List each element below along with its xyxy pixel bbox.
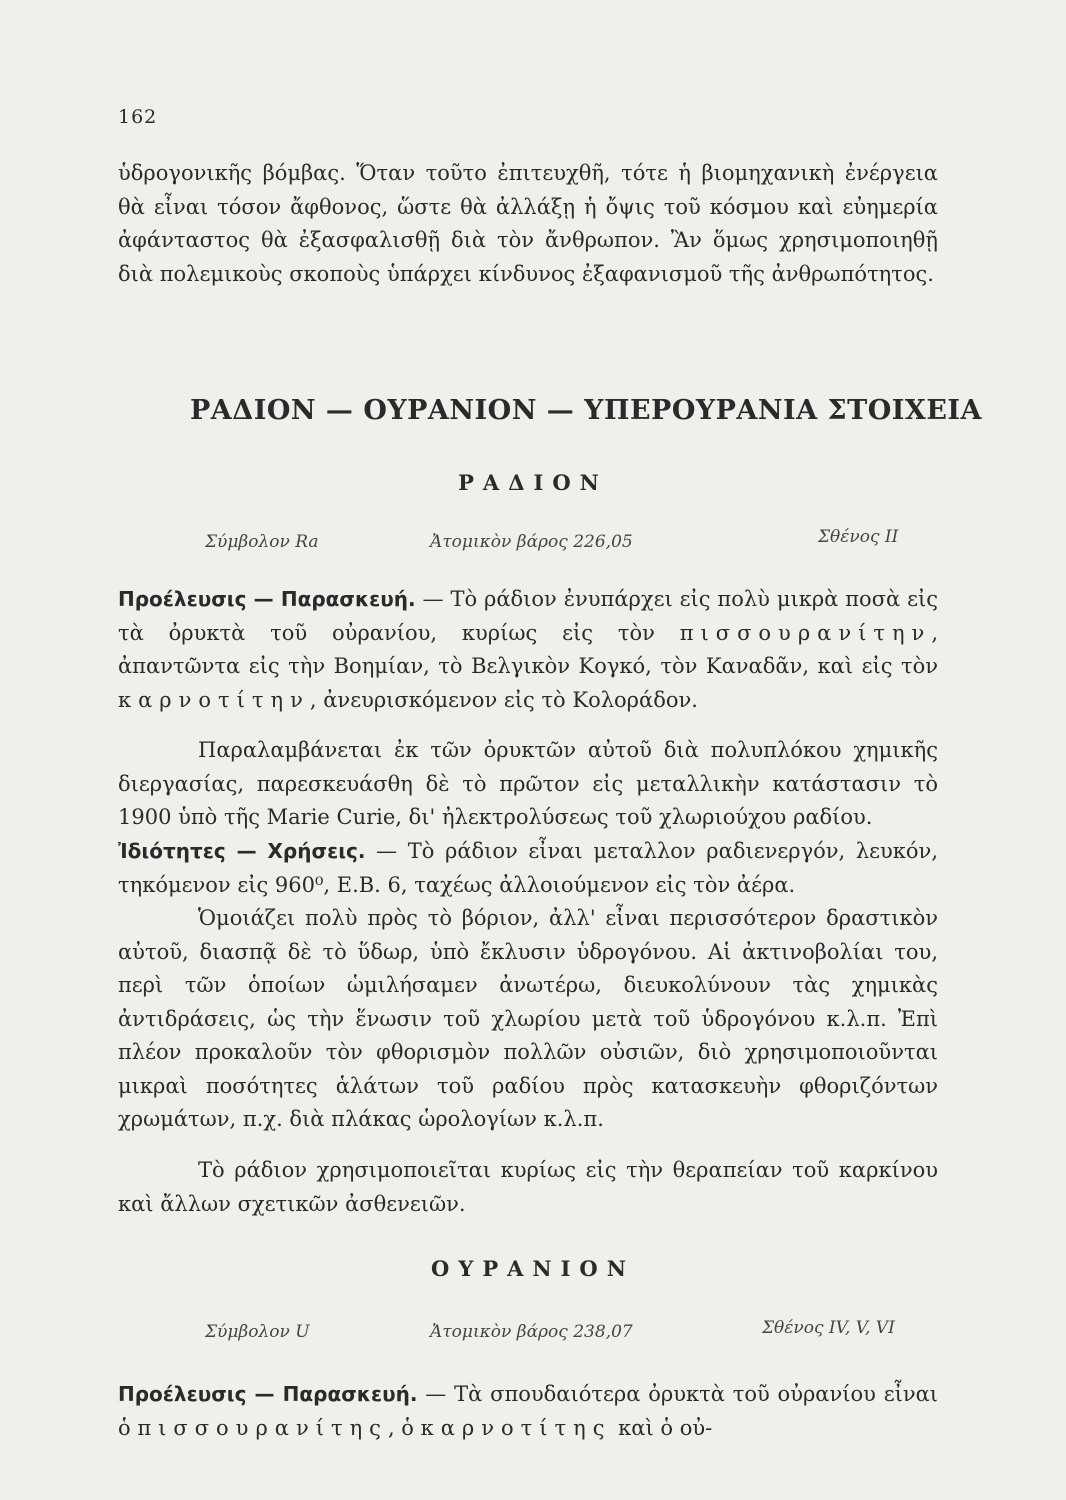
intro-paragraph: ὑδρογονικῆς βόμβας. Ὅταν τοῦτο ἐπιτευχθῆ, τότε ἡ βιομηχανικὴ ἐνέργεια θὰ εἶναι τόσον ἄφθονος, ὥστε θὰ ἀλλάξῃ ἡ ὄψις τοῦ κόσμου καὶ εὐημερία ἀφάνταστος θὰ ἐξασφαλισθῇ διὰ τὸν ἄνθρωπον. Ἂν ὅμως χρησιμοποιηθῇ διὰ πολεμικοὺς σκοποὺς ὑπάρχει κίνδυνος ἐξαφανισμοῦ τῆς ἀνθρωπότητος. <box>118 161 938 286</box>
radium-origin-label: Προέλευσις — Παρασκευή. <box>118 587 416 611</box>
uranium-origin-text-1: — Τὰ σπουδαιότερα ὀρυκτὰ τοῦ οὐρανίου εἶναι ὁ <box>118 1382 939 1440</box>
radium-valence: Σθένος II <box>818 527 899 547</box>
radium-origin-paragraph <box>118 583 938 717</box>
radium-mineral-carnotite: καρνοτίτην <box>118 687 310 712</box>
uranium-origin-label: Προέλευσις — Παρασκευή. <box>118 1382 418 1406</box>
main-heading: ΡΑΔΙΟΝ — ΟΥΡΑΝΙΟΝ — ΥΠΕΡΟΥΡΑΝΙΑ ΣΤΟΙΧΕΙΑ <box>190 395 982 426</box>
radium-properties-paragraph <box>118 835 938 902</box>
radium-origin-text-1: — Τὸ ράδιον ἐνυπάρχει εἰς πολὺ μικρὰ ποσὰ εἰς τὰ ὀρυκτὰ τοῦ οὐρανίου, κυρίως εἰς τὸν <box>118 587 938 645</box>
uranium-origin-paragraph <box>118 1378 938 1445</box>
uranium-origin-text-2: , ὁ <box>387 1415 421 1440</box>
radium-preparation-paragraph: Παραλαμβάνεται ἐκ τῶν ὀρυκτῶν αὐτοῦ διὰ πολυπλόκου χημικῆς διεργασίας, παρεσκευάσθη δὲ τὸ πρῶτον εἰς μεταλλικὴν κατάστασιν τὸ 1900 ὑπὸ τῆς Marie Curie, δι' ἠλεκτρολύσεως τοῦ χλωριούχου ραδίου. <box>118 738 938 829</box>
uranium-symbol: Σύμβολον U <box>205 1322 310 1342</box>
radium-properties-text: — Τὸ ράδιον εἶναι μεταλλον ραδιενεργόν, λευκόν, τηκόμενον εἰς 960⁰, Ε.Β. 6, ταχέως ἀλλοιούμενον εἰς τὸν ἀέρα. <box>118 839 938 897</box>
uranium-origin-text-3: καὶ ὁ οὐ- <box>611 1415 713 1440</box>
uranium-atomic-weight: Ἀτομικὸν βάρος 238,07 <box>430 1322 633 1342</box>
radium-properties-label: Ἰδιότητες — Χρήσεις. <box>118 839 366 863</box>
radium-atomic-weight: Ἀτομικὸν βάρος 226,05 <box>430 532 633 552</box>
radium-similarity-paragraph: Ὁμοιάζει πολὺ πρὸς τὸ βόριον, ἀλλ' εἶναι περισσότερον δραστικὸν αὐτοῦ, διασπᾷ δὲ τὸ ὕδωρ, ὑπὸ ἔκλυσιν ὑδρογόνου. Αἱ ἀκτινοβολίαι του, περὶ τῶν ὁποίων ὡμιλήσαμεν ἀνωτέρω, διευκολύνουν τὰς χημικὰς ἀντιδράσεις, ὡς τὴν ἕνωσιν τοῦ χλωρίου μετὰ τοῦ ὑδρογόνου κ.λ.π. Ἐπὶ πλέον προκαλοῦν τὸν φθορισμὸν πολλῶν οὐσιῶν, διὸ χρησιμοποιοῦνται μικραὶ ποσότητες ἁλάτων τοῦ ραδίου πρὸς κατασκευὴν φθοριζόντων χρωμάτων, π.χ. διὰ πλάκας ὡρολογίων κ.λ.π. <box>118 906 938 1131</box>
uranium-heading: ΟΥΡΑΝΙΟΝ <box>431 1256 635 1281</box>
radium-origin-text-3: , ἀνευρισκόμενον εἰς τὸ Κολοράδον. <box>309 687 698 712</box>
page-number: 162 <box>118 106 158 128</box>
radium-heading: ΡΑΔΙΟΝ <box>458 470 608 495</box>
radium-origin-text-2: , ἀπαντῶντα εἰς τὴν Βοημίαν, τὸ Βελγικὸν Κογκό, τὸν Καναδᾶν, καὶ εἰς τὸν <box>118 620 938 678</box>
radium-symbol: Σύμβολον Ra <box>205 532 319 552</box>
uranium-valence: Σθένος IV, V, VI <box>762 1318 895 1338</box>
uranium-mineral-carnotite: καρνοτίτης <box>420 1415 612 1440</box>
radium-therapy-paragraph: Τὸ ράδιον χρησιμοποιεῖται κυρίως εἰς τὴν θεραπείαν τοῦ καρκίνου καὶ ἄλλων σχετικῶν ἀσθενειῶν. <box>118 1158 938 1216</box>
radium-mineral-pitchblende: πισσουρανίτην <box>679 620 932 645</box>
uranium-mineral-pitchblende: πισσουρανίτης <box>137 1415 388 1440</box>
